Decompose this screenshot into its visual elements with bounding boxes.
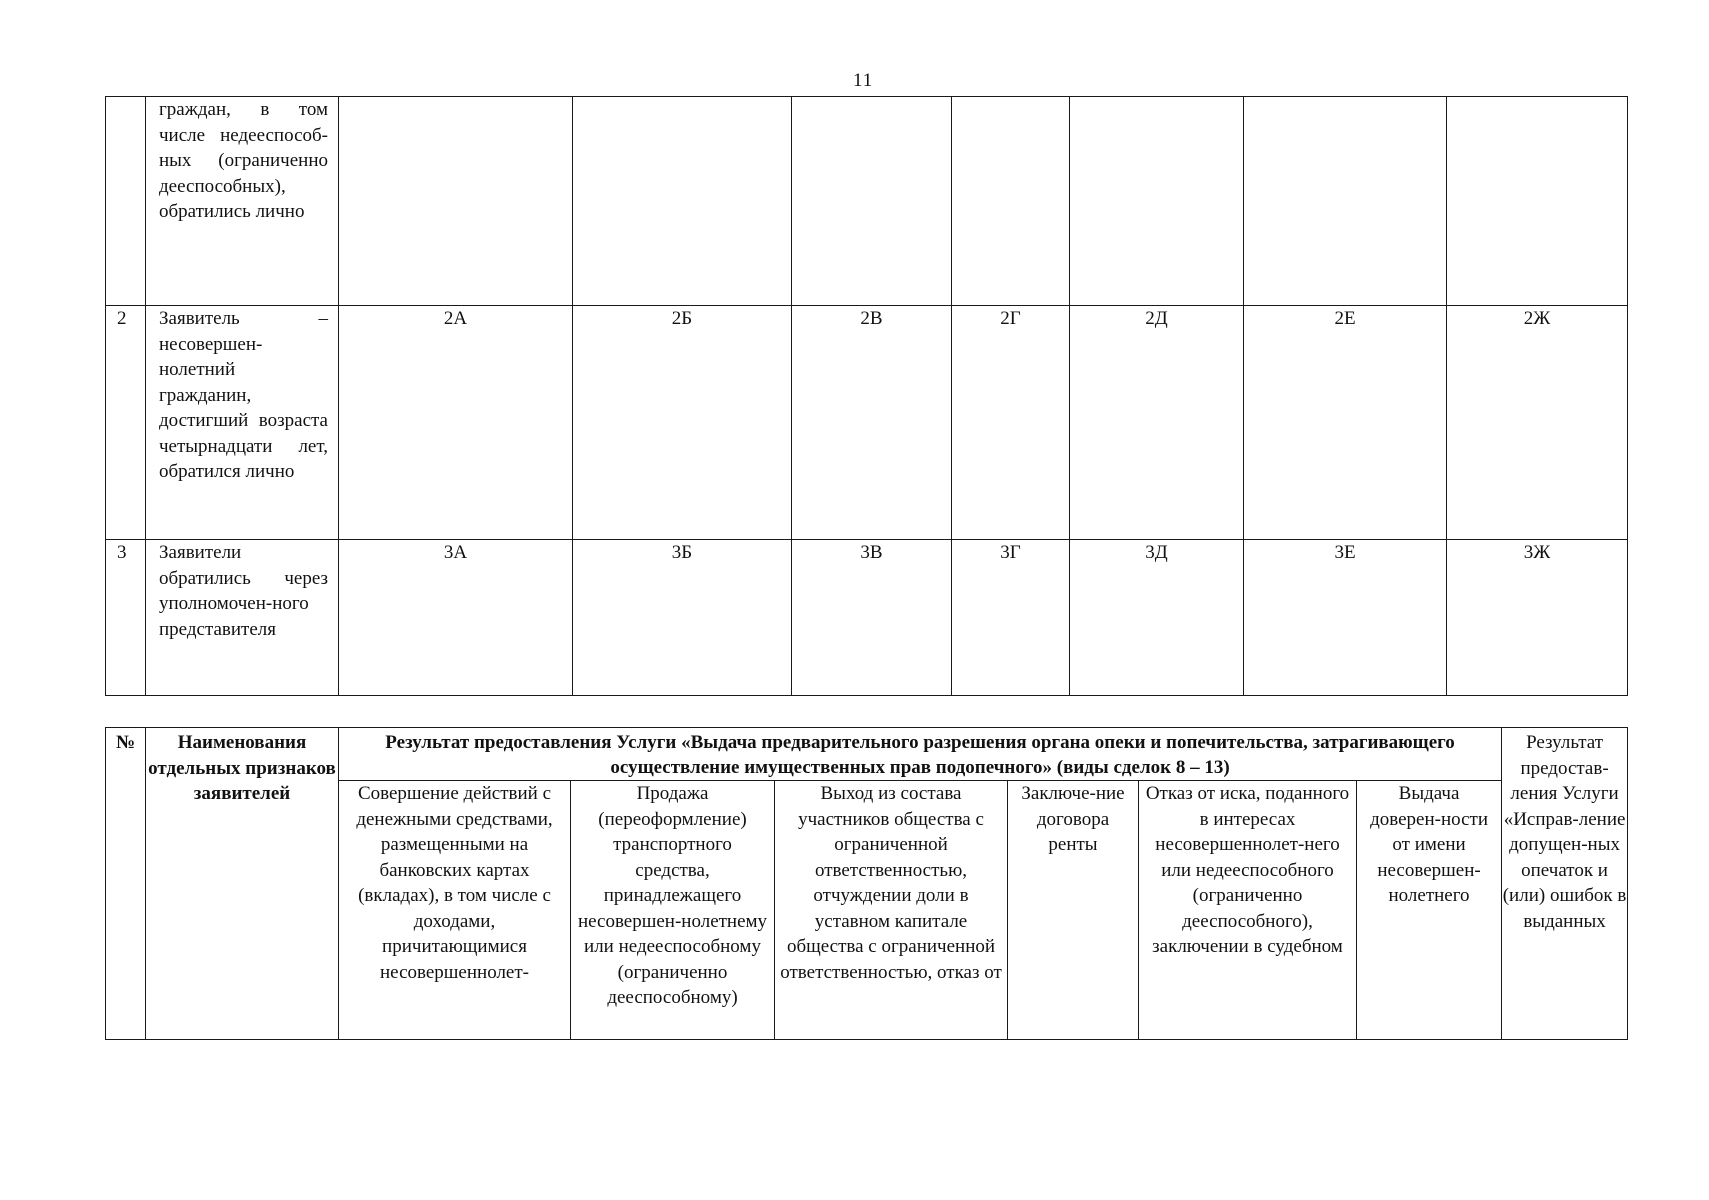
result-code-cell [952,97,1070,306]
subheader-power-of-attorney: Выдача доверен-ности от имени несовершен-нолетнего [1357,781,1502,1040]
subheader-vehicle-sale: Продажа (переоформление) транспортного средства, принадлежащего несовершен-нолетнему или недееспособному (ограниченно дееспособному) [571,781,775,1040]
result-code-cell: 2Б [573,306,792,540]
subheader-claim-waiver: Отказ от иска, поданного в интересах несовершеннолет-него или недееспособного (ограниченно дееспособного), заключении в судебном [1139,781,1357,1040]
result-code-cell: 3В [792,540,952,696]
result-code-cell: 2А [339,306,573,540]
row-number [106,97,146,306]
result-code-cell: 3Е [1244,540,1447,696]
result-code-cell: 3А [339,540,573,696]
subheader-cash-operations: Совершение действий с денежными средствами, размещенными на банковских картах (вкладах), в том числе с доходами, причитающимися несовершеннолет- [339,781,571,1040]
result-code-cell [1070,97,1244,306]
result-code-cell: 2Ж [1447,306,1628,540]
result-code-cell: 2В [792,306,952,540]
column-header-service-result: Результат предоставления Услуги «Выдача предварительного разрешения органа опеки и попечительства, затрагивающего осуществление имущественных прав подопечного» (виды сделок 8 – 13) [339,728,1502,781]
table-row [106,97,1628,306]
applicant-results-table-continued [105,96,1628,696]
result-code-cell [339,97,573,306]
transactions-8-13-table [105,727,1628,1040]
page-number: 11 [853,70,874,91]
row-number: 3 [106,540,146,696]
subheader-llc-exit: Выход из состава участников общества с ограниченной ответственностью, отчуждении доли в уставном капитале общества с ограниченной ответственностью, отказ от [775,781,1008,1040]
table-row [106,540,1628,696]
result-code-cell [1244,97,1447,306]
result-code-cell [573,97,792,306]
result-code-cell [792,97,952,306]
result-code-cell: 3Г [952,540,1070,696]
result-code-cell: 3Б [573,540,792,696]
result-code-cell: 2Д [1070,306,1244,540]
column-header-number: № [106,728,146,1040]
result-code-cell [1447,97,1628,306]
row-number: 2 [106,306,146,540]
result-code-cell: 3Д [1070,540,1244,696]
column-header-correction-result: Результат предостав-ления Услуги «Исправ-ление допущен-ных опечаток и (или) ошибок в выданных [1502,728,1628,1040]
result-code-cell: 3Ж [1447,540,1628,696]
applicant-feature-cell: граждан, в том числе недееспособ-ных (ограниченно дееспособных), обратились лично [146,97,339,306]
column-header-applicant-features: Наименования отдельных признаков заявителей [146,728,339,1040]
subheader-rent-agreement: Заключе-ние договора ренты [1008,781,1139,1040]
result-code-cell: 2Г [952,306,1070,540]
result-code-cell: 2Е [1244,306,1447,540]
header-row [106,728,1628,781]
applicant-feature-cell: Заявитель – несовершен-нолетний гражданин, достигший возраста четырнадцати лет, обратился лично [146,306,339,540]
applicant-feature-cell: Заявители обратились через уполномочен-ного представителя [146,540,339,696]
table-row [106,306,1628,540]
